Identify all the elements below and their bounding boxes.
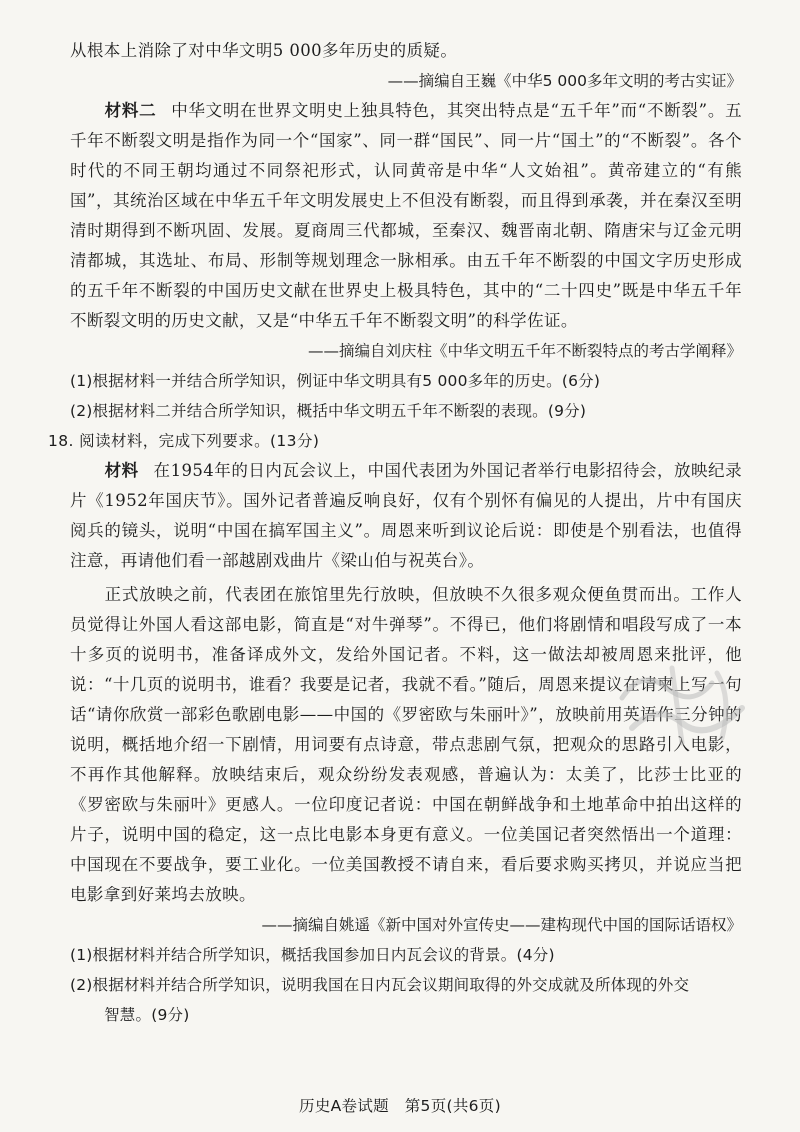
q17-sub2: (2)根据材料二并结合所学知识，概括中华文明五千年不断裂的表现。(9分) bbox=[70, 402, 587, 420]
q18-material-paragraph2: 正式放映之前，代表团在旅馆里先行放映，但放映不久很多观众便鱼贯而出。工作人员觉得让外国人看这部电影，简直是“对牛弹琴”。不得已，他们将剧情和唱段写成了一本十多页的说明书，准备译成外文，发给外国记者。不料，这一做法却被周恩来批评，他说：“十几页的说明书，谁看？我要是记者，我就不看。”随后，周恩来提议在请柬上写一句话“请你欣赏一部彩色歌剧电影——中国的《罗密欧与朱丽叶》”，放映前用英语作三分钟的说明，概括地介绍一下剧情，用词要有点诗意，带点悲剧气氛，把观众的思路引入电影，不再作其他解释。放映结束后，观众纷纷发表观感，普遍认为：太美了，比莎士比亚的《罗密欧与朱丽叶》更感人。一位印度记者说：中国在朝鲜战争和土地革命中拍出这样的片子，说明中国的稳定，这一点比电影本身更有意义。一位美国记者突然悟出一个道理：中国现在不要战争，要工业化。一位美国教授不请自来，看后要求购买拷贝，并说应当把电影拿到好莱坞去放映。 bbox=[70, 585, 742, 904]
q18-sub2: (2)根据材料并结合所学知识，说明我国在日内瓦会议期间取得的外交成就及所体现的外交 bbox=[70, 976, 690, 994]
material1-tail: 从根本上消除了对中华文明5 000多年历史的质疑。 bbox=[70, 41, 458, 60]
material2-source: ——摘编自刘庆柱《中华文明五千年不断裂特点的考古学阐释》 bbox=[307, 342, 742, 360]
page-footer: 历史A卷试题 第5页(共6页) bbox=[299, 1097, 501, 1115]
material2-paragraph bbox=[70, 96, 742, 336]
material2-text: 中华文明在世界文明史上独具特色，其突出特点是“五千年”而“不断裂”。五千年不断裂文明是指作为同一个“国家”、同一群“国民”、同一片“国土”的“不断裂”。各个时代的不同王朝均通过不同祭祀形式，认同黄帝是中华“人文始祖”。黄帝建立的“有熊国”，其统治区域在中华五千年文明发展史上不但没有断裂，而且得到承袭，并在秦汉至明清时期得到不断巩固、发展。夏商周三代都城，至秦汉、魏晋南北朝、隋唐宋与辽金元明清都城，其选址、布局、形制等规划理念一脉相承。由五千年不断裂的中国文字历史形成的五千年不断裂的中国历史文献在世界史上极具特色，其中的“二十四史”既是中华五千年不断裂文明的历史文献，又是“中华五千年不断裂文明”的科学佐证。 bbox=[70, 101, 742, 330]
q18-header: 18. 阅读材料，完成下列要求。(13分) bbox=[48, 432, 320, 450]
q18-material-text1: 在1954年的日内瓦会议上，中国代表团为外国记者举行电影招待会，放映纪录片《1952年国庆节》。国外记者普遍反响良好，仅有个别怀有偏见的人提出，片中有国庆阅兵的镜头，说明“中国在搞军国主义”。周恩来听到议论后说：即使是个别看法，也值得注意，再请他们看一部越剧戏曲片《梁山伯与祝英台》。 bbox=[70, 461, 742, 570]
material2-label: 材料二 bbox=[104, 101, 157, 120]
material1-source: ——摘编自王巍《中华5 000多年文明的考古实证》 bbox=[387, 72, 742, 90]
q18-material-label: 材料 bbox=[104, 461, 139, 480]
q17-sub1: (1)根据材料一并结合所学知识，例证中华文明具有5 000多年的历史。(6分) bbox=[70, 372, 601, 390]
q18-sub2-continued: 智慧。(9分) bbox=[104, 1006, 190, 1024]
q18-sub1: (1)根据材料并结合所学知识，概括我国参加日内瓦会议的背景。(4分) bbox=[70, 946, 555, 964]
q18-material-source: ——摘编自姚遥《新中国对外宣传史——建构现代中国的国际话语权》 bbox=[261, 916, 742, 934]
q18-material-paragraph1 bbox=[70, 456, 742, 576]
